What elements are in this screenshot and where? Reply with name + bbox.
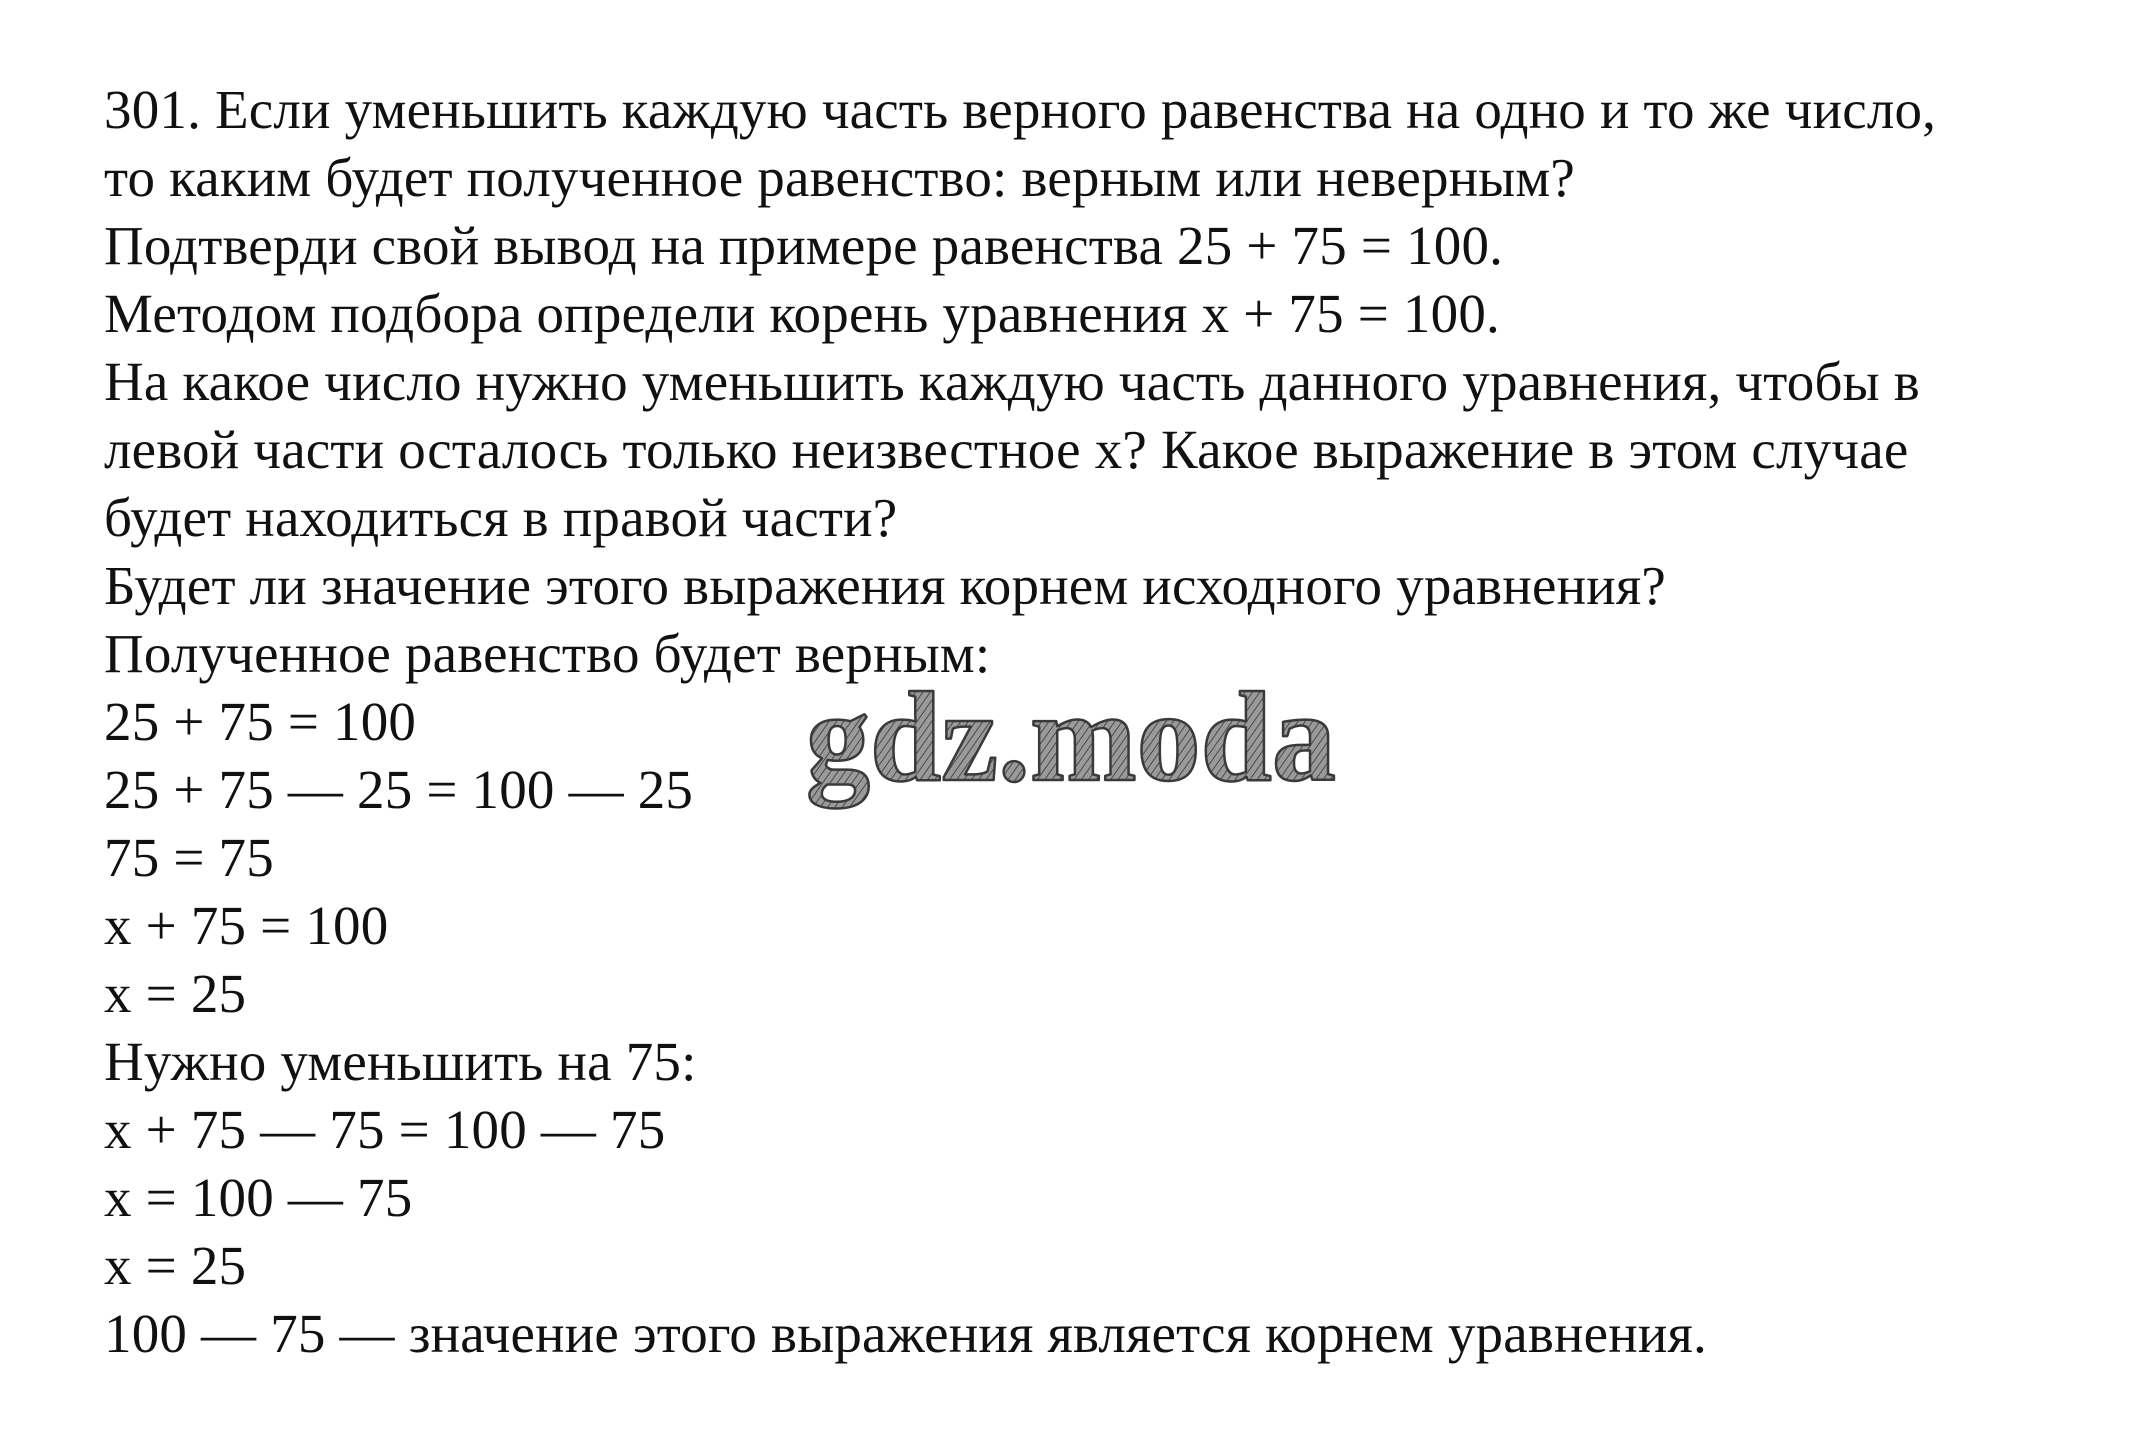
solution-line: 25 + 75 = 100 (104, 691, 417, 752)
task-line: то каким будет полученное равенство: верным или неверным? (104, 147, 1576, 208)
task-line: Подтверди свой вывод на примере равенства 25 + 75 = 100. (104, 215, 1504, 276)
solution-line: Нужно уменьшить на 75: (104, 1031, 697, 1092)
solution-line: x + 75 — 75 = 100 — 75 (104, 1099, 666, 1160)
solution-line: 100 — 75 — значение этого выражения является корнем уравнения. (104, 1303, 1707, 1364)
solution-line: 25 + 75 — 25 = 100 — 25 (104, 759, 694, 820)
task-line: левой части осталось только неизвестное x? Какое выражение в этом случае (104, 419, 1909, 480)
task-line: На какое число нужно уменьшить каждую часть данного уравнения, чтобы в (104, 351, 1920, 412)
watermark-logo (800, 668, 1420, 828)
solution-line: x + 75 = 100 (104, 895, 389, 956)
task-line: Будет ли значение этого выражения корнем исходного уравнения? (104, 555, 1666, 616)
solution-line: 75 = 75 (104, 827, 274, 888)
solution-line: Полученное равенство будет верным: (104, 623, 991, 684)
task-line: будет находиться в правой части? (104, 487, 898, 548)
task-line: 301. Если уменьшить каждую часть верного равенства на одно и то же число, (104, 79, 1937, 140)
solution-line: x = 100 — 75 (104, 1167, 413, 1228)
watermark-text: gdz.moda (806, 668, 1336, 808)
task-line: Методом подбора определи корень уравнения x + 75 = 100. (104, 283, 1500, 344)
solution-line: x = 25 (104, 1235, 247, 1296)
solution-line: x = 25 (104, 963, 247, 1024)
